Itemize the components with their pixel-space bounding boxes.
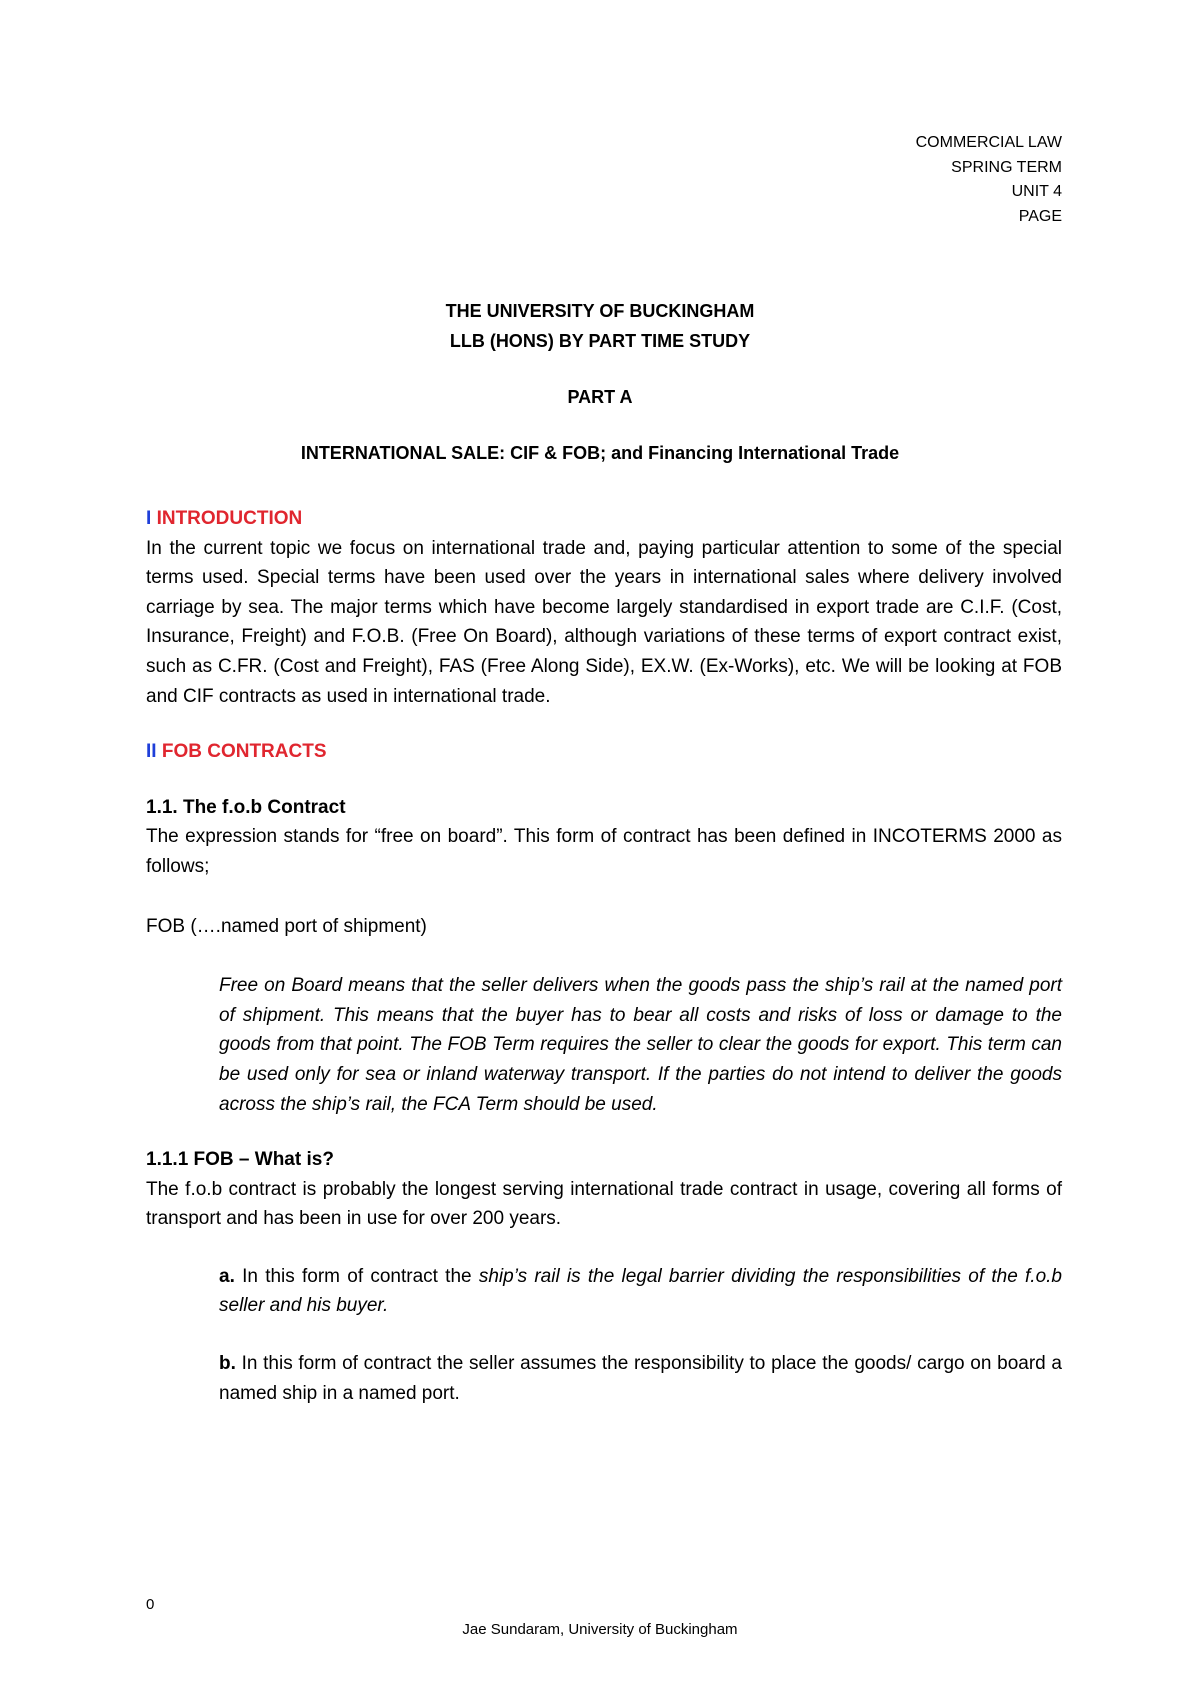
item-lead-text: In this form of contract the: [234, 1265, 479, 1287]
subheading-fob-what-is: 1.1.1 FOB – What is?: [146, 1149, 334, 1171]
title-block: [0, 296, 1200, 468]
item-italic-text: ship’s rail is the legal barrier dividing the responsibilities of the f.o.b seller and his buyer.: [219, 1265, 1062, 1317]
list-item-a: [146, 1262, 1062, 1321]
section-heading-fob: [146, 737, 1062, 767]
named-port-line: FOB (….named port of shipment): [146, 915, 427, 937]
document-body: [146, 504, 1062, 1408]
incoterms-quote: Free on Board means that the seller delivers when the goods pass the ship’s rail at the named port of shipment. This means that the buyer has to bear all costs and risks of loss or damage to the goods from that point. The FOB Term requires the seller to clear the goods for export. This term can be used only for sea or inland waterway transport. If the parties do not intend to deliver the goods across the ship’s rail, the FCA Term should be used.: [219, 975, 1062, 1115]
running-header: [916, 131, 1062, 229]
part-title: PART A: [567, 387, 633, 407]
subheading-fob-contract: 1.1. The f.o.b Contract: [146, 796, 346, 818]
footer-page-number: 0: [146, 1596, 155, 1613]
section-heading-introduction: [146, 504, 1062, 534]
programme-title: LLB (HONS) BY PART TIME STUDY: [449, 331, 751, 351]
fob-definition-paragraph: The expression stands for “free on board”. This form of contract has been defined in INCOTERMS 2000 as follows;: [146, 826, 1062, 877]
header-unit: UNIT 4: [1011, 183, 1062, 200]
section-number: II: [146, 741, 157, 763]
item-label: a.: [219, 1265, 235, 1287]
header-course: COMMERCIAL LAW: [915, 134, 1062, 151]
introduction-paragraph: In the current topic we focus on international trade and, paying particular attention to some of the special terms used. Special terms have been used over the years in international sales where delivery involved carriage by sea. The major terms which have become largely standardised in export trade are C.I.F. (Cost, Insurance, Freight) and F.O.B. (Free On Board), although variations of these terms of export contract exist, such as C.FR. (Cost and Freight), FAS (Free Along Side), EX.W. (Ex-Works), etc. We will be looking at FOB and CIF contracts as used in international trade.: [146, 537, 1062, 707]
section-title: FOB CONTRACTS: [161, 741, 327, 763]
footer-author: Jae Sundaram, University of Buckingham: [462, 1621, 738, 1638]
section-number: I: [146, 508, 152, 529]
topic-title: INTERNATIONAL SALE: CIF & FOB; and Financing International Trade: [300, 443, 900, 463]
header-term: SPRING TERM: [951, 158, 1062, 176]
header-page: PAGE: [1018, 207, 1062, 225]
list-item-b: [146, 1349, 1062, 1408]
section-title: INTRODUCTION: [156, 508, 303, 529]
item-label: b.: [219, 1353, 236, 1375]
item-text: In this form of contract the seller assumes the responsibility to place the goods/ cargo on board a named ship in a named port.: [219, 1353, 1062, 1404]
fob-history-paragraph: The f.o.b contract is probably the longest serving international trade contract in usage, covering all forms of transport and has been in use for over 200 years.: [146, 1178, 1062, 1230]
university-title: THE UNIVERSITY OF BUCKINGHAM: [445, 301, 755, 321]
